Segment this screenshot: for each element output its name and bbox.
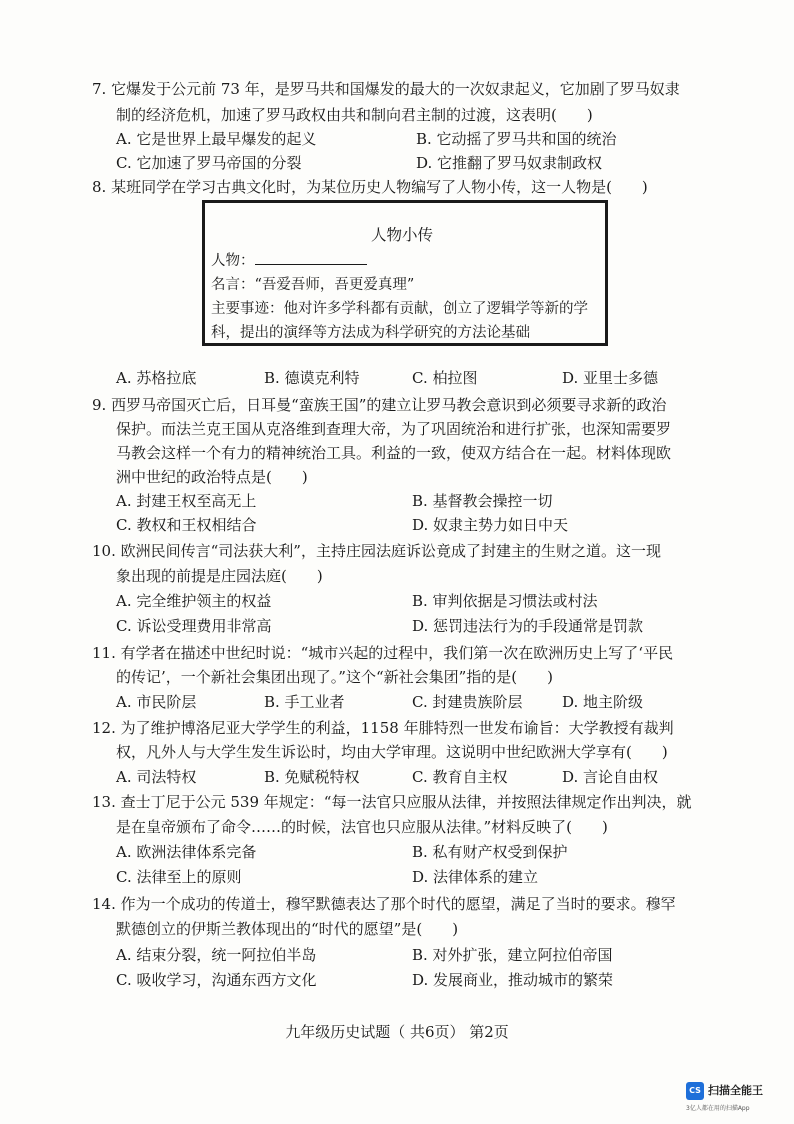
page-footer: 九年级历史试题（ 共6页） 第2页 <box>285 1023 509 1041</box>
q7-stem-line-1: 7. 它爆发于公元前 73 年，是罗马共和国爆发的最大的一次奴隶起义，它加剧了罗马奴隶 <box>92 80 680 98</box>
q12-option-c: C. 教育自主权 <box>412 768 508 786</box>
q14-stem-line-2: 默德创立的伊斯兰教体现出的“时代的愿望”是( ) <box>116 920 459 938</box>
biography-deeds-1: 主要事迹：他对许多学科都有贡献，创立了逻辑学等新的学 <box>211 301 588 317</box>
q7-option-d: D. 它推翻了罗马奴隶制政权 <box>416 154 603 172</box>
q10-stem-line-2: 象出现的前提是庄园法庭( ) <box>116 567 323 585</box>
q12-option-b: B. 免赋税特权 <box>264 768 360 786</box>
q10-option-d: D. 惩罚违法行为的手段通常是罚款 <box>412 617 644 635</box>
q8-stem-line-1: 8. 某班同学在学习古典文化时，为某位历史人物编写了人物小传，这一人物是( ) <box>92 178 648 196</box>
person-blank <box>255 250 367 265</box>
q10-option-a: A. 完全维护领主的权益 <box>116 592 272 610</box>
q13-option-b: B. 私有财产权受到保护 <box>412 843 568 861</box>
q9-stem-line-1: 9. 西罗马帝国灭亡后，日耳曼“蛮族王国”的建立让罗马教会意识到必须要寻求新的政治 <box>92 396 667 414</box>
q12-stem-line-1: 12. 为了维护博洛尼亚大学学生的利益，1158 年腓特烈一世发布谕旨：大学教授有裁判 <box>92 719 674 737</box>
q8-option-b: B. 德谟克利特 <box>264 369 360 387</box>
q13-option-c: C. 法律至上的原则 <box>116 868 242 886</box>
q13-stem-line-2: 是在皇帝颁布了命令……的时候，法官也只应服从法律。”材料反映了( ) <box>116 818 608 836</box>
q10-option-c: C. 诉讼受理费用非常高 <box>116 617 272 635</box>
watermark-tagline: 3亿人都在用的扫描App <box>686 1105 750 1112</box>
biography-title: 人物小传 <box>371 226 434 244</box>
camscanner-logo-icon: CS <box>686 1082 704 1100</box>
q9-option-b: B. 基督教会操控一切 <box>412 492 553 510</box>
biography-deeds-2: 科，提出的演绎等方法成为科学研究的方法论基础 <box>211 325 530 341</box>
q14-stem-line-1: 14. 作为一个成功的传道士，穆罕默德表达了那个时代的愿望，满足了当时的要求。穆罕 <box>92 895 676 913</box>
q7-option-c: C. 它加速了罗马帝国的分裂 <box>116 154 302 172</box>
q7-stem-line-2: 制的经济危机，加速了罗马政权由共和制向君主制的过渡，这表明( ) <box>116 106 593 124</box>
q8-option-a: A. 苏格拉底 <box>116 369 197 387</box>
q9-stem-line-4: 洲中世纪的政治特点是( ) <box>116 468 308 486</box>
biography-person: 人物： <box>211 249 367 273</box>
q13-option-a: A. 欧洲法律体系完备 <box>116 843 257 861</box>
biography-quote: 名言：“吾爱吾师，吾更爱真理” <box>211 277 415 293</box>
watermark-name: 扫描全能王 <box>708 1084 763 1097</box>
q10-option-b: B. 审判依据是习惯法或村法 <box>412 592 598 610</box>
q12-stem-line-2: 权，凡外人与大学生发生诉讼时，均由大学审理。这说明中世纪欧洲大学享有( ) <box>116 743 668 761</box>
q11-option-d: D. 地主阶级 <box>562 693 644 711</box>
q11-option-b: B. 手工业者 <box>264 693 345 711</box>
q13-option-d: D. 法律体系的建立 <box>412 868 539 886</box>
q9-stem-line-2: 保护。而法兰克王国从克洛维到查理大帝，为了巩固统治和进行扩张，也深知需要罗 <box>116 420 672 438</box>
q14-option-b: B. 对外扩张，建立阿拉伯帝国 <box>412 946 613 964</box>
q14-option-a: A. 结束分裂，统一阿拉伯半岛 <box>116 946 317 964</box>
q9-stem-line-3: 马教会这样一个有力的精神统治工具。利益的一致，使双方结合在一起。材料体现欧 <box>116 444 672 462</box>
q14-option-d: D. 发展商业，推动城市的繁荣 <box>412 971 614 989</box>
q7-option-b: B. 它动摇了罗马共和国的统治 <box>416 130 617 148</box>
q11-stem-line-1: 11. 有学者在描述中世纪时说：“城市兴起的过程中，我们第一次在欧洲历史上写了‘平民 <box>92 644 674 662</box>
q12-option-a: A. 司法特权 <box>116 768 197 786</box>
q9-option-a: A. 封建王权至高无上 <box>116 492 257 510</box>
q13-stem-line-1: 13. 查士丁尼于公元 539 年规定：“每一法官只应服从法律，并按照法律规定作出判决，就 <box>92 793 692 811</box>
q9-option-d: D. 奴隶主势力如日中天 <box>412 516 569 534</box>
q14-option-c: C. 吸收学习，沟通东西方文化 <box>116 971 317 989</box>
q11-option-c: C. 封建贵族阶层 <box>412 693 523 711</box>
scanner-watermark <box>686 1082 786 1120</box>
q12-option-d: D. 言论自由权 <box>562 768 659 786</box>
q7-option-a: A. 它是世界上最早爆发的起义 <box>116 130 317 148</box>
q9-option-c: C. 教权和王权相结合 <box>116 516 257 534</box>
q11-stem-line-2: 的传记’，一个新社会集团出现了。”这个“新社会集团”指的是( ) <box>116 668 553 686</box>
q10-stem-line-1: 10. 欧洲民间传言“司法获大利”，主持庄园法庭诉讼竟成了封建主的生财之道。这一现 <box>92 542 661 560</box>
q8-option-c: C. 柏拉图 <box>412 369 478 387</box>
biography-box <box>202 200 608 346</box>
q8-option-d: D. 亚里士多德 <box>562 369 659 387</box>
q11-option-a: A. 市民阶层 <box>116 693 197 711</box>
